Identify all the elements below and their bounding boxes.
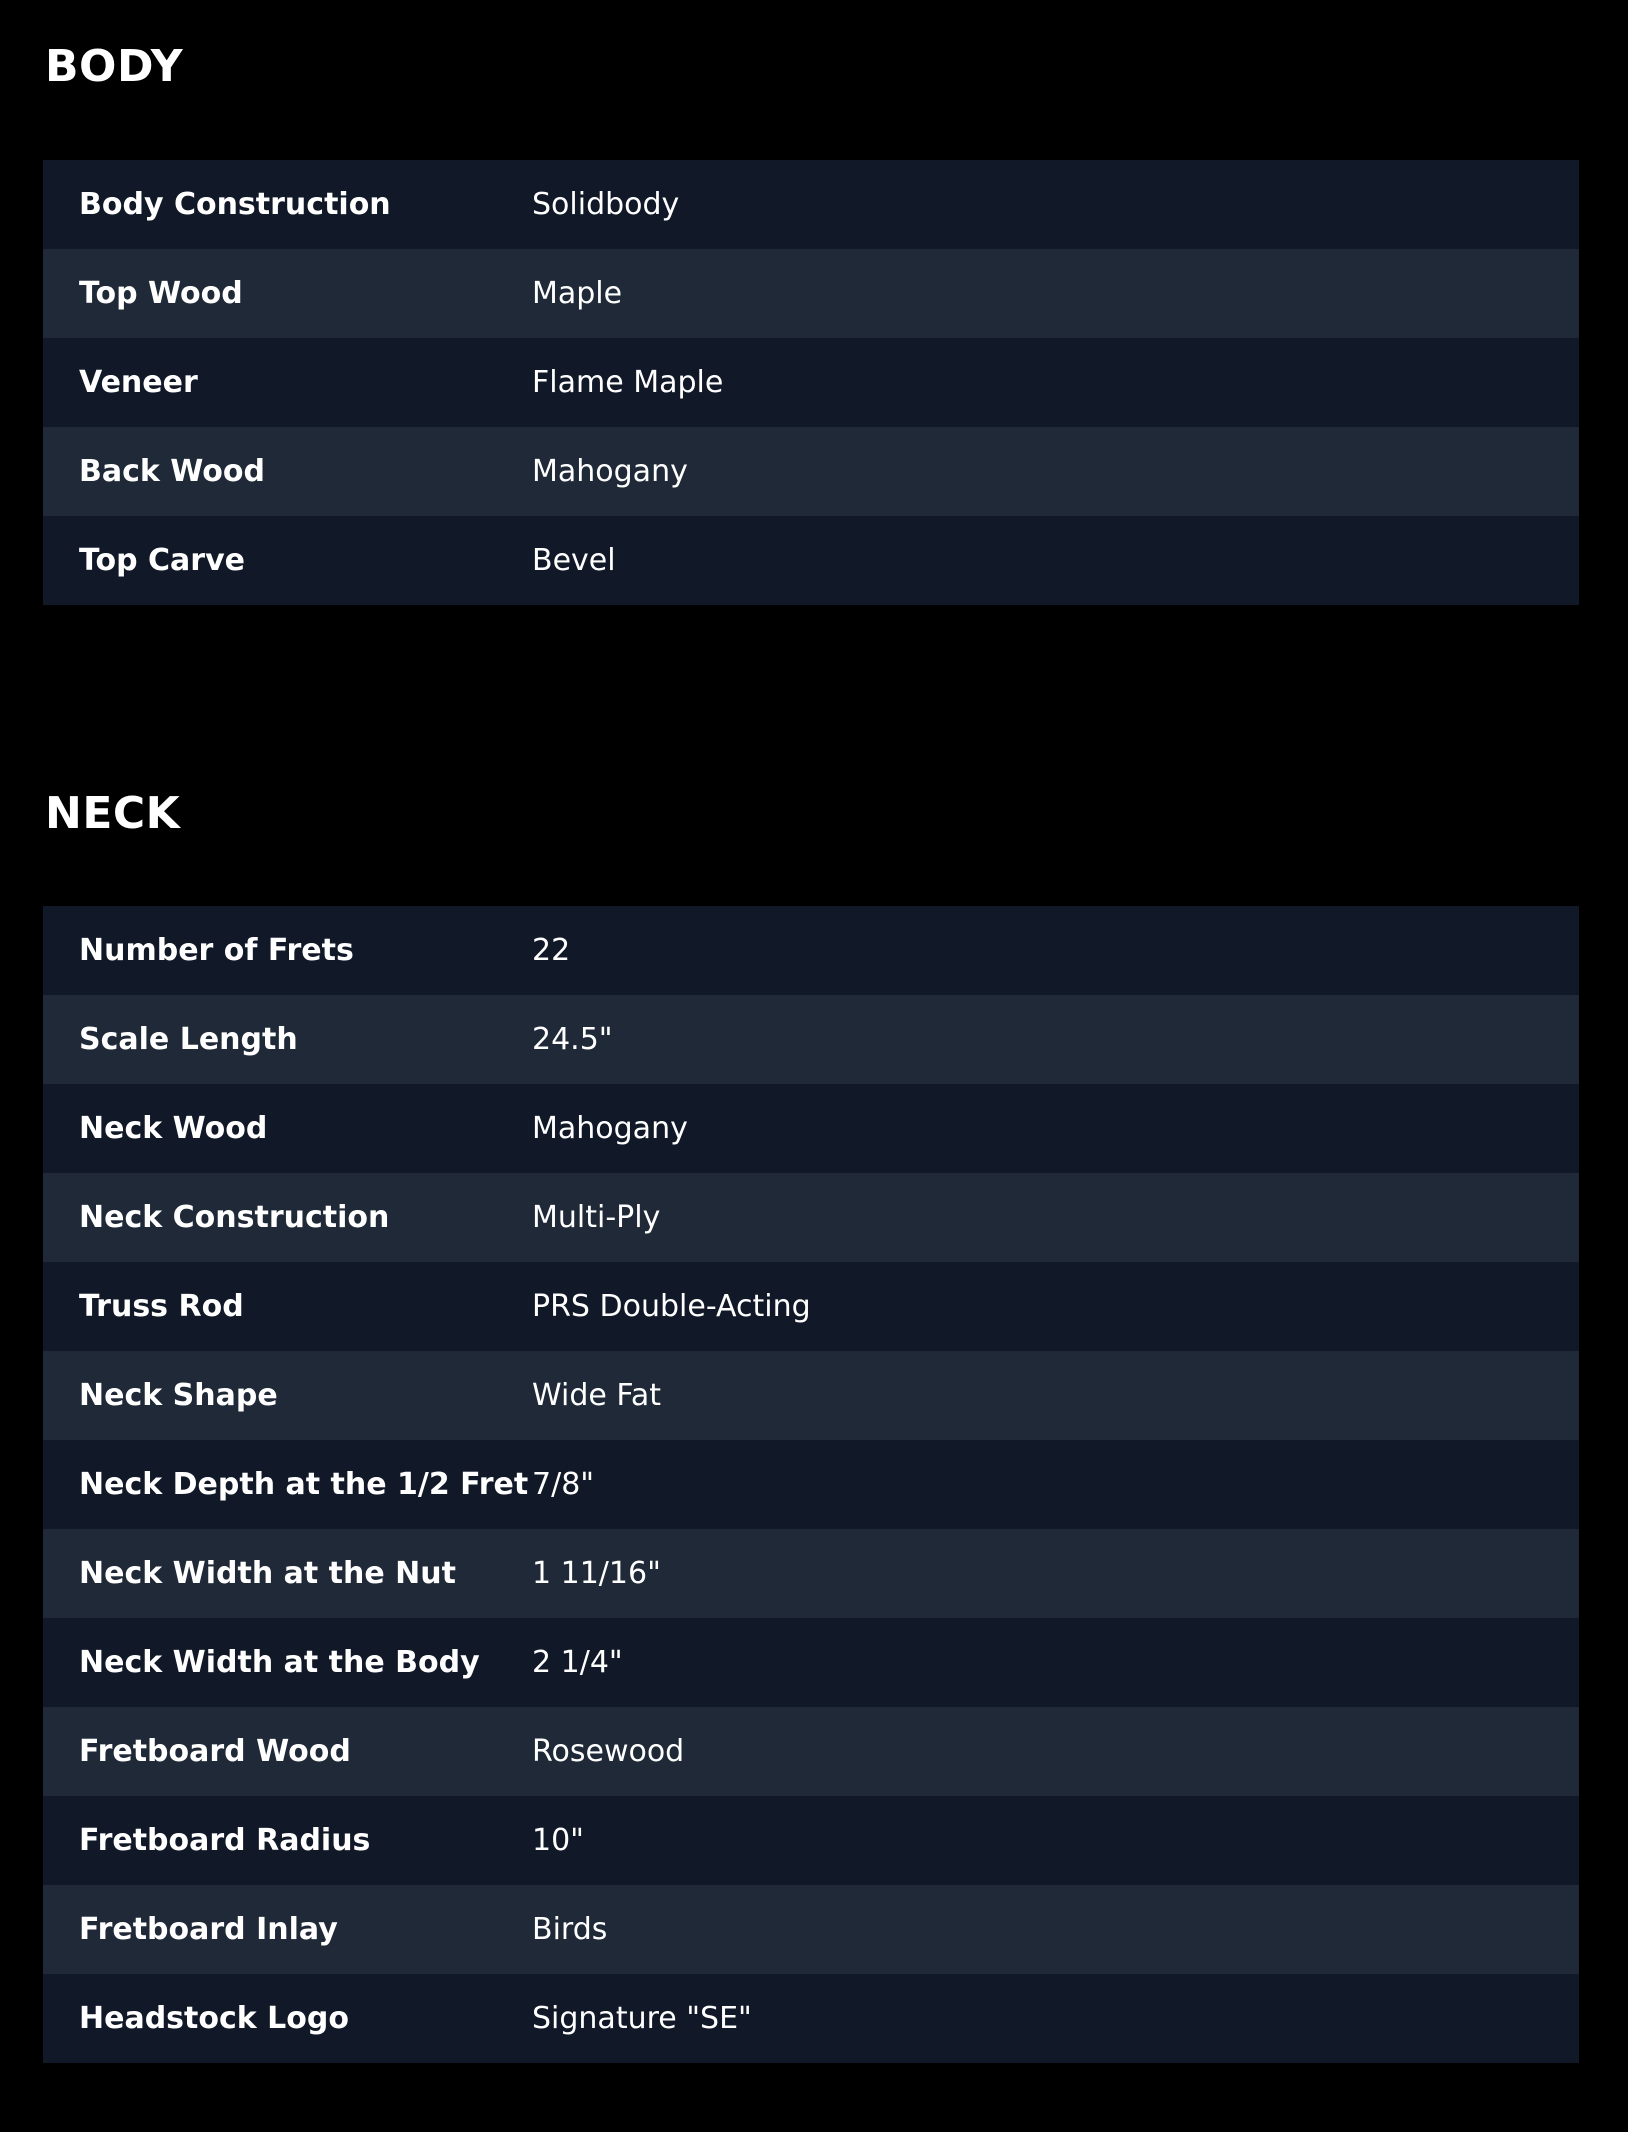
spec-value: Birds [532,1912,608,1947]
spec-label: Headstock Logo [79,2001,349,2036]
spec-row-neck-wood [43,1084,1579,1173]
spec-value: 1 11/16" [532,1556,661,1591]
spec-value: Maple [532,276,623,311]
spec-row-body-construction [43,160,1579,249]
spec-value: Solidbody [532,187,680,222]
spec-label: Neck Width at the Body [79,1645,480,1680]
neck-spec-table [43,906,1579,2063]
spec-label: Back Wood [79,454,266,489]
spec-label: Number of Frets [79,933,354,968]
spec-row-fretboard-wood [43,1707,1579,1796]
spec-label: Scale Length [79,1022,298,1057]
spec-label: Neck Wood [79,1111,268,1146]
spec-value: Signature "SE" [532,2001,752,2036]
spec-value: Mahogany [532,454,688,489]
spec-label: Fretboard Radius [79,1823,371,1858]
spec-label: Top Carve [79,543,245,578]
spec-value: Flame Maple [532,365,724,400]
spec-value: PRS Double-Acting [532,1289,811,1324]
spec-value: 24.5" [532,1022,613,1057]
spec-row-top-wood [43,249,1579,338]
spec-row-fretboard-radius [43,1796,1579,1885]
spec-value: 2 1/4" [532,1645,623,1680]
spec-row-neck-width-body [43,1618,1579,1707]
spec-row-headstock-logo [43,1974,1579,2063]
spec-value: 10" [532,1823,584,1858]
spec-label: Neck Construction [79,1200,390,1235]
spec-label: Top Wood [79,276,243,311]
spec-value: 7/8" [532,1467,595,1502]
spec-row-back-wood [43,427,1579,516]
spec-value: Wide Fat [532,1378,662,1413]
spec-row-veneer [43,338,1579,427]
spec-row-neck-construction [43,1173,1579,1262]
spec-label: Neck Shape [79,1378,278,1413]
spec-label: Fretboard Wood [79,1734,351,1769]
neck-section-title: NECK [45,788,181,839]
spec-value: Mahogany [532,1111,688,1146]
spec-label: Neck Width at the Nut [79,1556,456,1591]
body-section-title: BODY [45,41,184,92]
spec-row-neck-depth [43,1440,1579,1529]
spec-row-top-carve [43,516,1579,605]
spec-row-fretboard-inlay [43,1885,1579,1974]
spec-value: Bevel [532,543,616,578]
spec-label: Neck Depth at the 1/2 Fret [79,1467,529,1502]
spec-row-neck-width-nut [43,1529,1579,1618]
spec-label: Veneer [79,365,198,400]
body-spec-table [43,160,1579,605]
spec-label: Body Construction [79,187,391,222]
spec-row-neck-shape [43,1351,1579,1440]
spec-row-truss-rod [43,1262,1579,1351]
spec-value: 22 [532,933,571,968]
spec-row-scale-length [43,995,1579,1084]
spec-row-number-of-frets [43,906,1579,995]
spec-value: Multi-Ply [532,1200,661,1235]
spec-label: Fretboard Inlay [79,1912,338,1947]
spec-value: Rosewood [532,1734,685,1769]
spec-label: Truss Rod [79,1289,244,1324]
